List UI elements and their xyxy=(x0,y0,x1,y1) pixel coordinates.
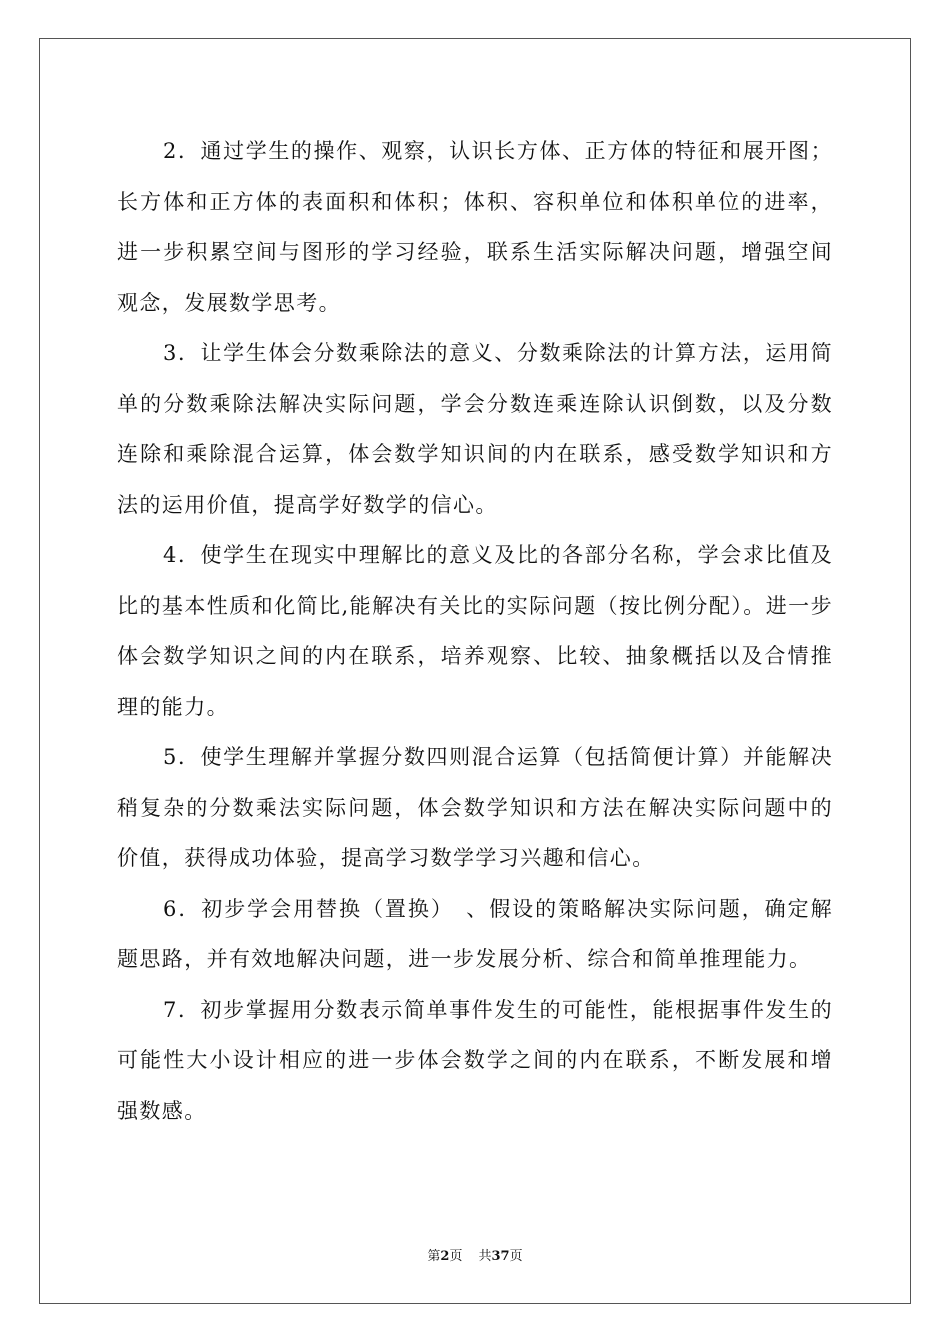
page-footer xyxy=(0,1249,950,1265)
page-number: 2 xyxy=(440,1249,450,1264)
paragraph-item-2: 2．通过学生的操作、观察，认识长方体、正方体的特征和展开图；长方体和正方体的表面积和体积；体积、容积单位和体积单位的进率，进一步积累空间与图形的学习经验，联系生活实际解决问题，增强空间观念，发展数学思考。 xyxy=(117,139,833,315)
paragraph-item-5: 5．使学生理解并掌握分数四则混合运算（包括简便计算）并能解决稍复杂的分数乘法实际问题，体会数学知识和方法在解决实际问题中的价值，获得成功体验，提高学习数学学习兴趣和信心。 xyxy=(117,745,833,870)
page-prefix: 第 xyxy=(427,1249,441,1264)
paragraph-item-3: 3．让学生体会分数乘除法的意义、分数乘除法的计算方法，运用简单的分数乘除法解决实际问题，学会分数连乘连除认识倒数，以及分数连除和乘除混合运算，体会数学知识间的内在联系，感受数学知识和方法的运用价值，提高学好数学的信心。 xyxy=(117,341,833,517)
total-suffix: 页 xyxy=(509,1249,523,1264)
total-pages: 37 xyxy=(491,1249,510,1264)
paragraph-item-4: 4．使学生在现实中理解比的意义及比的各部分名称，学会求比值及比的基本性质和化简比,能解决有关比的实际问题（按比例分配）。进一步体会数学知识之间的内在联系，培养观察、比较、抽象概括以及合情推理的能力。 xyxy=(117,543,833,719)
page-suffix: 页 xyxy=(449,1249,463,1264)
total-prefix: 共 xyxy=(478,1249,492,1264)
paragraph-item-6: 6．初步学会用替换（置换） 、假设的策略解决实际问题，确定解题思路，并有效地解决问题，进一步发展分析、综合和简单推理能力。 xyxy=(117,896,833,971)
document-body xyxy=(117,126,833,1136)
paragraph-item-7: 7．初步掌握用分数表示简单事件发生的可能性，能根据事件发生的可能性大小设计相应的进一步体会数学之间的内在联系，不断发展和增强数感。 xyxy=(117,997,833,1123)
